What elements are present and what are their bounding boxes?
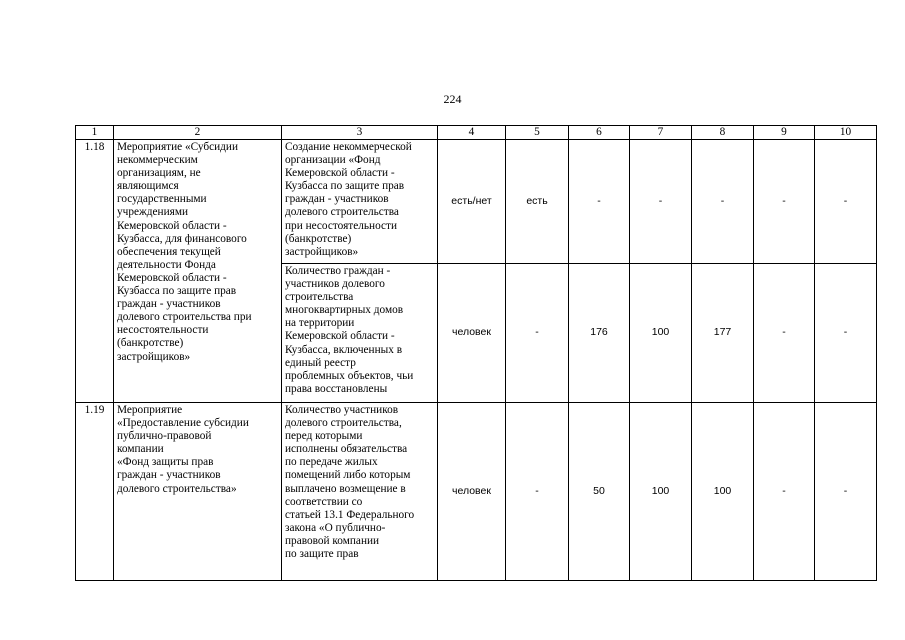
value-cell: - — [754, 264, 815, 403]
column-header: 4 — [438, 126, 506, 140]
value-cell: - — [754, 403, 815, 581]
value-cell: есть — [506, 140, 569, 264]
column-header: 5 — [506, 126, 569, 140]
value-cell: 177 — [692, 264, 754, 403]
value-cell: - — [815, 140, 877, 264]
column-header: 9 — [754, 126, 815, 140]
value-cell: - — [506, 403, 569, 581]
value-cell: - — [815, 264, 877, 403]
value-cell: 176 — [569, 264, 630, 403]
value-cell: - — [506, 264, 569, 403]
column-header: 6 — [569, 126, 630, 140]
row-number: 1.19 — [76, 403, 114, 581]
value-cell: - — [630, 140, 692, 264]
indicator-name: Количество участников долевого строительства, перед которыми исполнены обязательства по передаче жилых помещений либо которым выплачено возмещение в соответствии со статьей 13.1 Федерального закона «О публично- правовой компании по защите прав — [282, 403, 438, 581]
column-header: 3 — [282, 126, 438, 140]
value-cell: 100 — [630, 403, 692, 581]
unit-cell: есть/нет — [438, 140, 506, 264]
header-row — [76, 126, 877, 140]
value-cell: 50 — [569, 403, 630, 581]
row-number: 1.18 — [76, 140, 114, 403]
value-cell: - — [815, 403, 877, 581]
column-header: 2 — [114, 126, 282, 140]
value-cell: 100 — [692, 403, 754, 581]
value-cell: - — [692, 140, 754, 264]
value-cell: 100 — [630, 264, 692, 403]
event-name: Мероприятие «Предоставление субсидии публично-правовой компании «Фонд защиты прав граждан - участников долевого строительства» — [114, 403, 282, 581]
indicator-name: Создание некоммерческой организации «Фонд Кемеровской области - Кузбасса по защите прав граждан - участников долевого строительства при несостоятельности (банкротстве) застройщиков» — [282, 140, 438, 264]
program-table — [75, 125, 877, 581]
column-header: 10 — [815, 126, 877, 140]
unit-cell: человек — [438, 403, 506, 581]
indicator-name: Количество граждан - участников долевого строительства многоквартирных домов на территории Кемеровской области - Кузбасса, включенных в единый реестр проблемных объектов, чьи права восстановлены — [282, 264, 438, 403]
value-cell: - — [754, 140, 815, 264]
column-header: 7 — [630, 126, 692, 140]
column-header: 8 — [692, 126, 754, 140]
table-row — [76, 140, 877, 264]
event-name: Мероприятие «Субсидии некоммерческим организациям, не являющимся государственными учреждениями Кемеровской области - Кузбасса, для финансового обеспечения текущей деятельности Фонда Кемеровской области - Кузбасса по защите прав граждан - участников долевого строительства при несостоятельности (банкротстве) застройщиков» — [114, 140, 282, 403]
column-header: 1 — [76, 126, 114, 140]
page-number: 224 — [443, 92, 462, 106]
value-cell: - — [569, 140, 630, 264]
table-row — [76, 403, 877, 581]
unit-cell: человек — [438, 264, 506, 403]
